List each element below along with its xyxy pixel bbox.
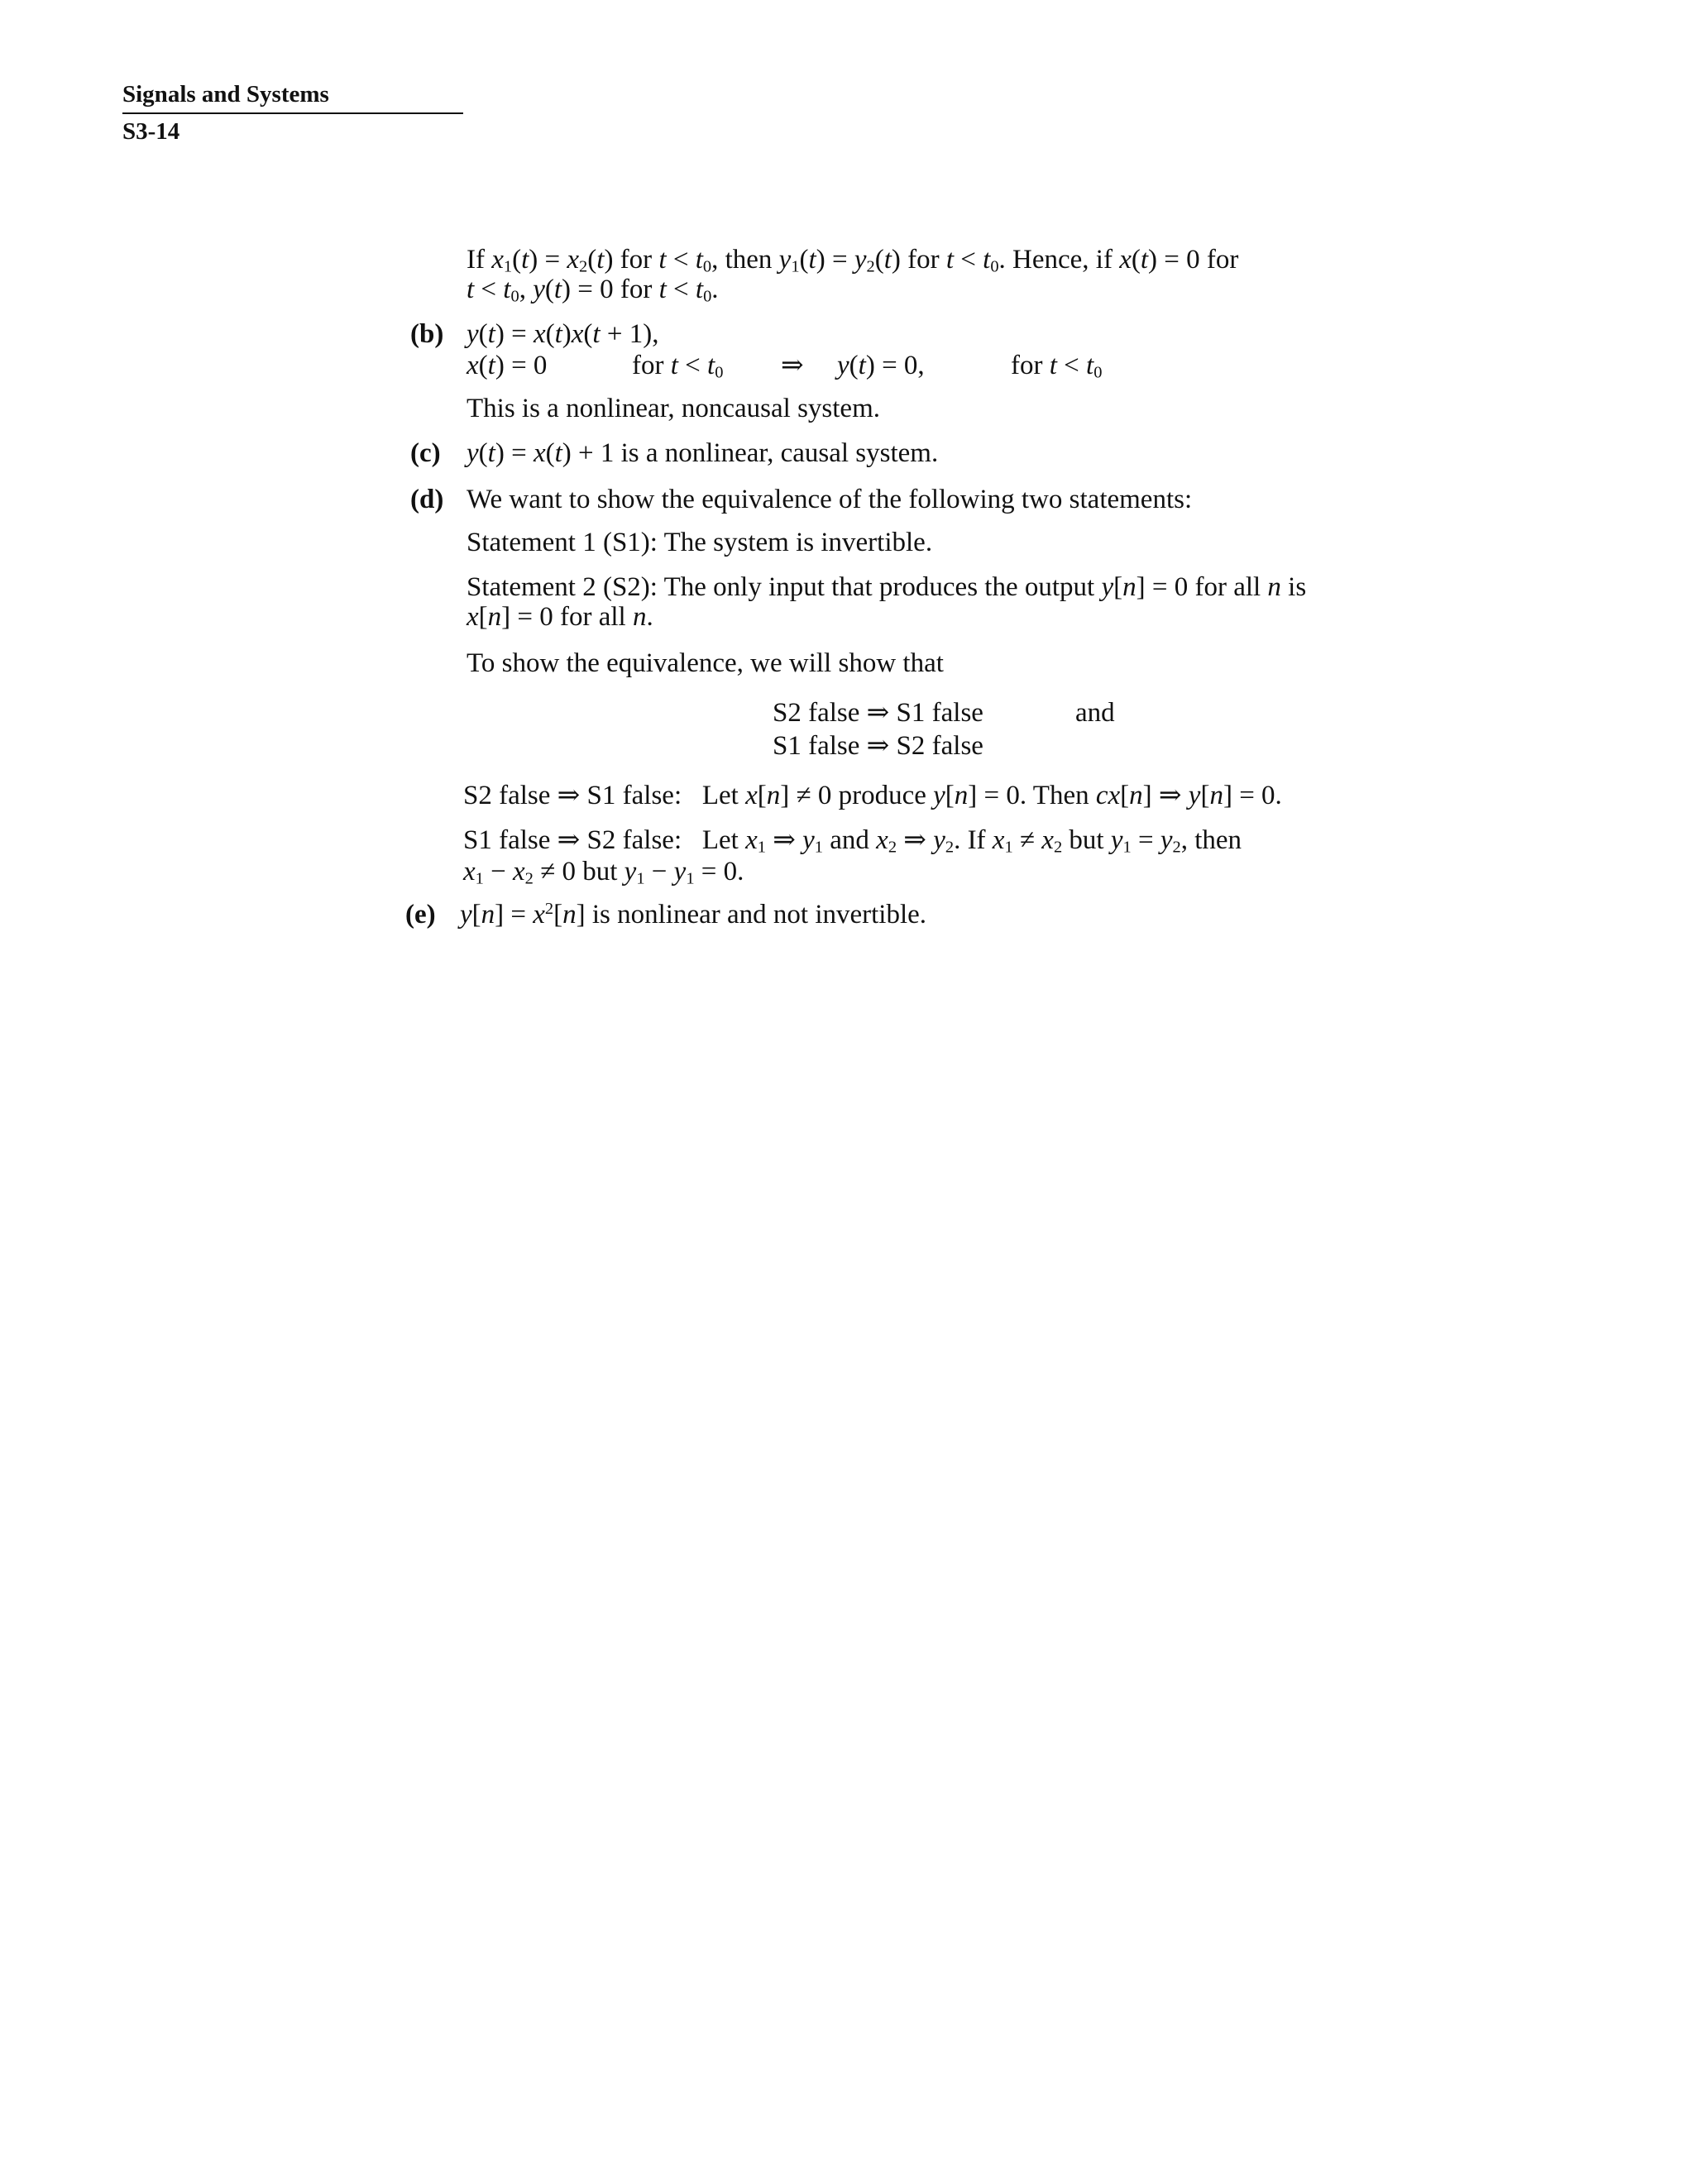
implication-1: S2 false ⇒ S1 false: [773, 698, 983, 728]
to-show-line: To show the equivalence, we will show that: [467, 648, 944, 678]
part-c-label: (c): [410, 438, 441, 468]
part-e-text: $y[n] = x^2[n]$ is nonlinear and not invertible.: [460, 899, 927, 930]
part-e-label: (e): [405, 900, 436, 930]
running-header-title: Signals and Systems: [122, 81, 329, 108]
part-d-label: (d): [410, 485, 444, 514]
proof-2-line-1: S1 false ⇒ S2 false: Let $x_1$ ⇒ $y_1$ and $x_2$ ⇒ $y_2$. If $x_1 \ne x_2$ but $y_1 = y_2$, then: [463, 825, 1242, 857]
part-b-label: (b): [410, 319, 444, 349]
implication-2: S1 false ⇒ S2 false: [773, 731, 983, 761]
part-d-intro: We want to show the equivalence of the following two statements:: [467, 485, 1193, 514]
statement-1: Statement 1 (S1): The system is invertible.: [467, 528, 933, 557]
part-b-condition-range: for $t < t_0$: [632, 351, 724, 382]
implies-arrow: ⇒: [781, 351, 804, 380]
part-b-condition-rhs: y(t) = 0,: [837, 351, 925, 380]
part-a-line-1: If $x_1(t) = x_2(t)$ for $t < t_0$, then $y_1(t) = y_2(t)$ for $t < t_0$. Hence, if x(t) = 0 for: [467, 245, 1239, 276]
header-rule: [122, 112, 463, 114]
statement-2-line-1: Statement 2 (S2): The only input that produces the output y[n] = 0 for all n is: [467, 572, 1307, 602]
page-number: S3-14: [122, 118, 180, 145]
part-b-equation: y(t) = x(t)x(t + 1),: [467, 319, 659, 349]
proof-2-line-2: $x_1 - x_2 \ne 0$ but $y_1 - y_1 = 0$.: [463, 857, 744, 888]
and-word: and: [1075, 698, 1115, 728]
part-b-condition-lhs: x(t) = 0: [467, 351, 548, 380]
part-b-conclusion: This is a nonlinear, noncausal system.: [467, 394, 880, 423]
part-a-line-2: $t < t_0$, y(t) = 0 for $t < t_0$.: [467, 275, 719, 306]
part-b-condition-range-2: for $t < t_0$: [1011, 351, 1103, 382]
statement-2-line-2: x[n] = 0 for all n.: [467, 602, 653, 632]
proof-1: S2 false ⇒ S1 false: Let x[n] ≠ 0 produce y[n] = 0. Then cx[n] ⇒ y[n] = 0.: [463, 781, 1282, 810]
part-c-text: y(t) = x(t) + 1 is a nonlinear, causal system.: [467, 438, 939, 468]
